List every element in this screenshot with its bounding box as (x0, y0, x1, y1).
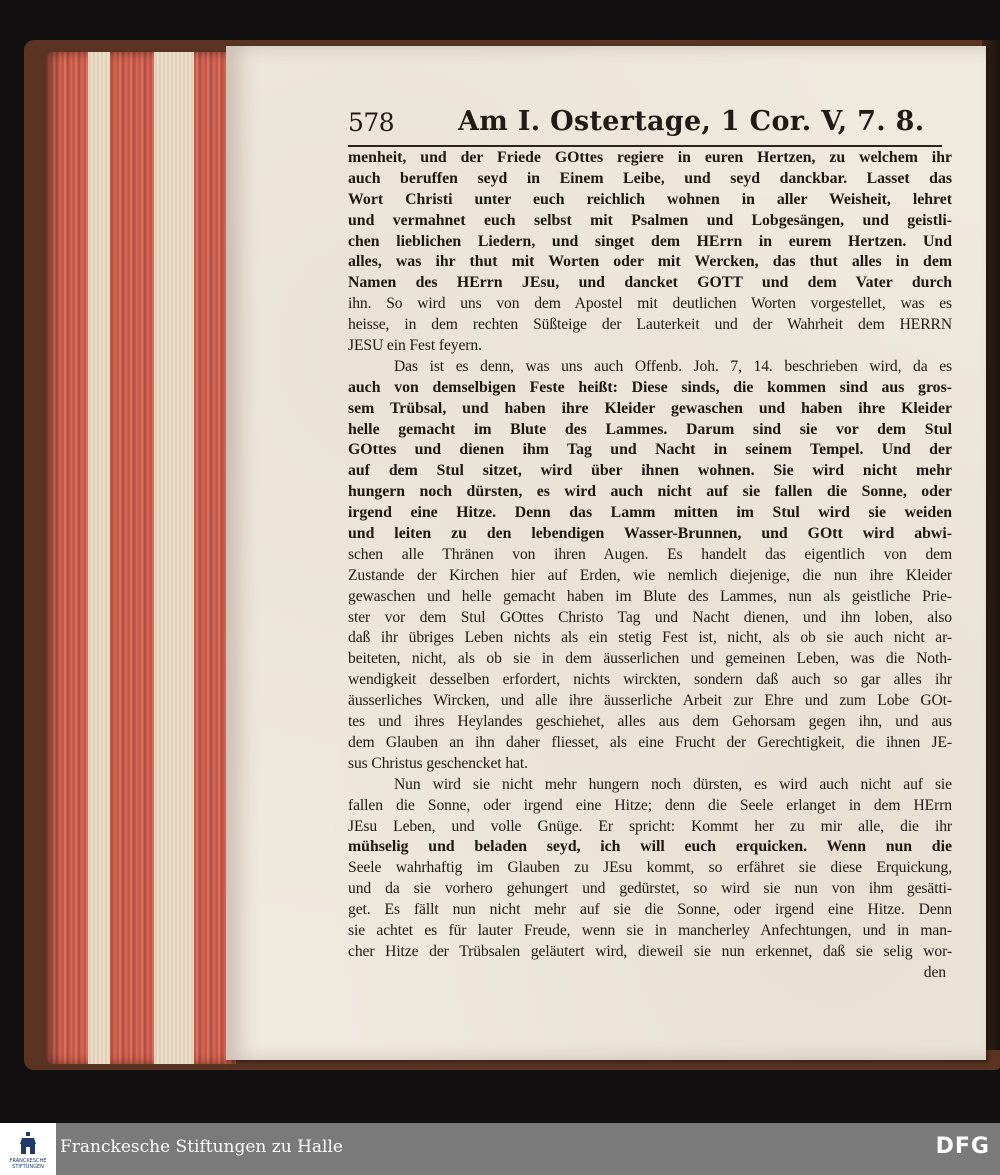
catchword: den (923, 963, 946, 981)
text-line: ster vor dem Stul GOttes Christo Tag und Nacht dienen, und ihn loben, also (348, 608, 952, 626)
text-line: mühselig und beladen seyd, ich will euch erquicken. Wenn nun die (348, 838, 952, 856)
page-number: 578 (348, 108, 395, 137)
running-head: Am I. Ostertage, 1 Cor. V, 7. 8. (458, 106, 925, 137)
text-line: GOttes und dienen ihm Tag und Nacht in seinem Tempel. Und der (348, 441, 952, 459)
text-line: wendigkeit desselben erfordert, nichts wirckten, sondern daß auch so gar alles ihr (348, 671, 952, 689)
body-text (348, 148, 952, 984)
text-line: chen lieblichen Liedern, und singet dem HErrn in eurem Hertzen. Und (348, 232, 952, 250)
footer-title[interactable]: Franckesche Stiftungen zu Halle (60, 1137, 343, 1157)
text-line: ihn. So wird uns von dem Apostel mit deutlichen Worten vorgestellet, was es (348, 295, 952, 313)
book-page (226, 46, 986, 1060)
text-line: daß ihr übriges Leben nichts als ein stetig Fest ist, nicht, als ob sie auch nicht ar- (348, 629, 952, 647)
text-line: hungern noch dürsten, es wird auch nicht auf sie fallen die Sonne, oder (348, 483, 952, 501)
text-line: irgend eine Hitze. Denn das Lamm mitten im Stul wird sie weiden (348, 504, 952, 522)
text-line: Wort Christi unter euch reichlich wohnen in aller Weisheit, lehret (348, 190, 952, 208)
text-line: Nun wird sie nicht mehr hungern noch dürsten, es wird auch nicht auf sie (394, 775, 952, 793)
text-line: JESU ein Fest feyern. (348, 337, 482, 355)
logo-line-1: FRANCKESCHE (9, 1158, 47, 1164)
text-line: dem Glauben an ihn daher fliesset, als eine Frucht der Gerechtigkeit, die ihnen JE- (348, 733, 952, 751)
text-line: heisse, in dem rechten Süßteige der Lauterkeit und der Wahrheit dem HERRN (348, 316, 952, 334)
text-line: auch von demselbigen Feste heißt: Diese sinds, die kommen sind aus gros- (348, 378, 952, 396)
text-line: JEsu Leben, und volle Gnüge. Er spricht: Kommt her zu mir alle, die ihr (348, 817, 952, 835)
text-line: tes und ihres Heylandes geschiehet, alles aus dem Gehorsam gegen ihn, und aus (348, 713, 952, 731)
foundation-emblem-icon (18, 1130, 38, 1156)
text-line: gewaschen und helle gemacht haben im Blute des Lammes, nun als geistliche Prie- (348, 587, 952, 605)
text-line: Zustande der Kirchen hier auf Erden, wie nemlich diejenige, die nun ihre Kleider (348, 566, 952, 584)
text-line: sie achtet es für lauter Freude, wenn sie in mancherley Anfechtungen, und in man- (348, 921, 952, 939)
text-line: sus Christus geschencket hat. (348, 754, 528, 772)
text-line: und vermahnet euch selbst mit Psalmen und Lobgesängen, und geistli- (348, 211, 952, 229)
text-line: äusserliches Wircken, und alle ihre äusserliche Arbeit zur Ehre und zum Lobe GOt- (348, 692, 952, 710)
footer-logo[interactable] (0, 1123, 56, 1175)
text-line: Das ist es denn, was uns auch Offenb. Joh. 7, 14. beschrieben wird, da es (394, 357, 952, 375)
text-line: auf dem Stul sitzet, wird über ihnen wohnen. Sie wird nicht mehr (348, 462, 952, 480)
text-line: fallen die Sonne, oder irgend eine Hitze; denn die Seele erlanget in dem HErrn (348, 796, 952, 814)
page-edges (46, 52, 236, 1064)
text-line: get. Es fällt nun nicht mehr auf sie die Sonne, oder irgend eine Hitze. Denn (348, 901, 952, 919)
text-line: menheit, und der Friede GOttes regiere in euren Hertzen, zu welchem ihr (348, 149, 952, 166)
text-line: sem Trübsal, und haben ihre Kleider gewaschen und haben ihre Kleider (348, 399, 952, 417)
text-line: Seele wahrhaftig im Glauben zu JEsu kommt, so erfähret sie diese Erquickung, (348, 859, 952, 877)
text-line: und leiten zu den lebendigen Wasser-Brunnen, und GOtt wird abwi- (348, 525, 952, 543)
text-line: alles, was ihr thut mit Worten oder mit Wercken, das thut alles in dem (348, 253, 952, 271)
text-line: cher Hitze der Trübsalen geläutert wird, dieweil sie nun erkennet, daß sie selig wor- (348, 942, 952, 960)
header-rule (348, 145, 942, 147)
text-line: helle gemacht im Blute des Lammes. Darum sind sie vor dem Stul (348, 420, 952, 438)
dfg-logo[interactable]: DFG (935, 1134, 990, 1159)
logo-line-2: STIFTUNGEN (12, 1164, 44, 1170)
footer-bar (0, 1123, 1000, 1175)
text-line: und da sie vorhero gehungert und gedürstet, so wird sie nun von ihm gesätti- (348, 880, 952, 898)
text-line: Namen des HErrn JEsu, und dancket GOTT und dem Vater durch (348, 274, 952, 292)
text-line: schen alle Thränen von ihren Augen. Es handelt das eigentlich von dem (348, 545, 952, 563)
text-line: beiteten, nicht, als ob sie in dem äusserlichen und gemeinen Leben, was die Noth- (348, 650, 952, 668)
page-header (348, 106, 942, 146)
text-line: auch beruffen seyd in Einem Leibe, und seyd danckbar. Lasset das (348, 169, 952, 187)
